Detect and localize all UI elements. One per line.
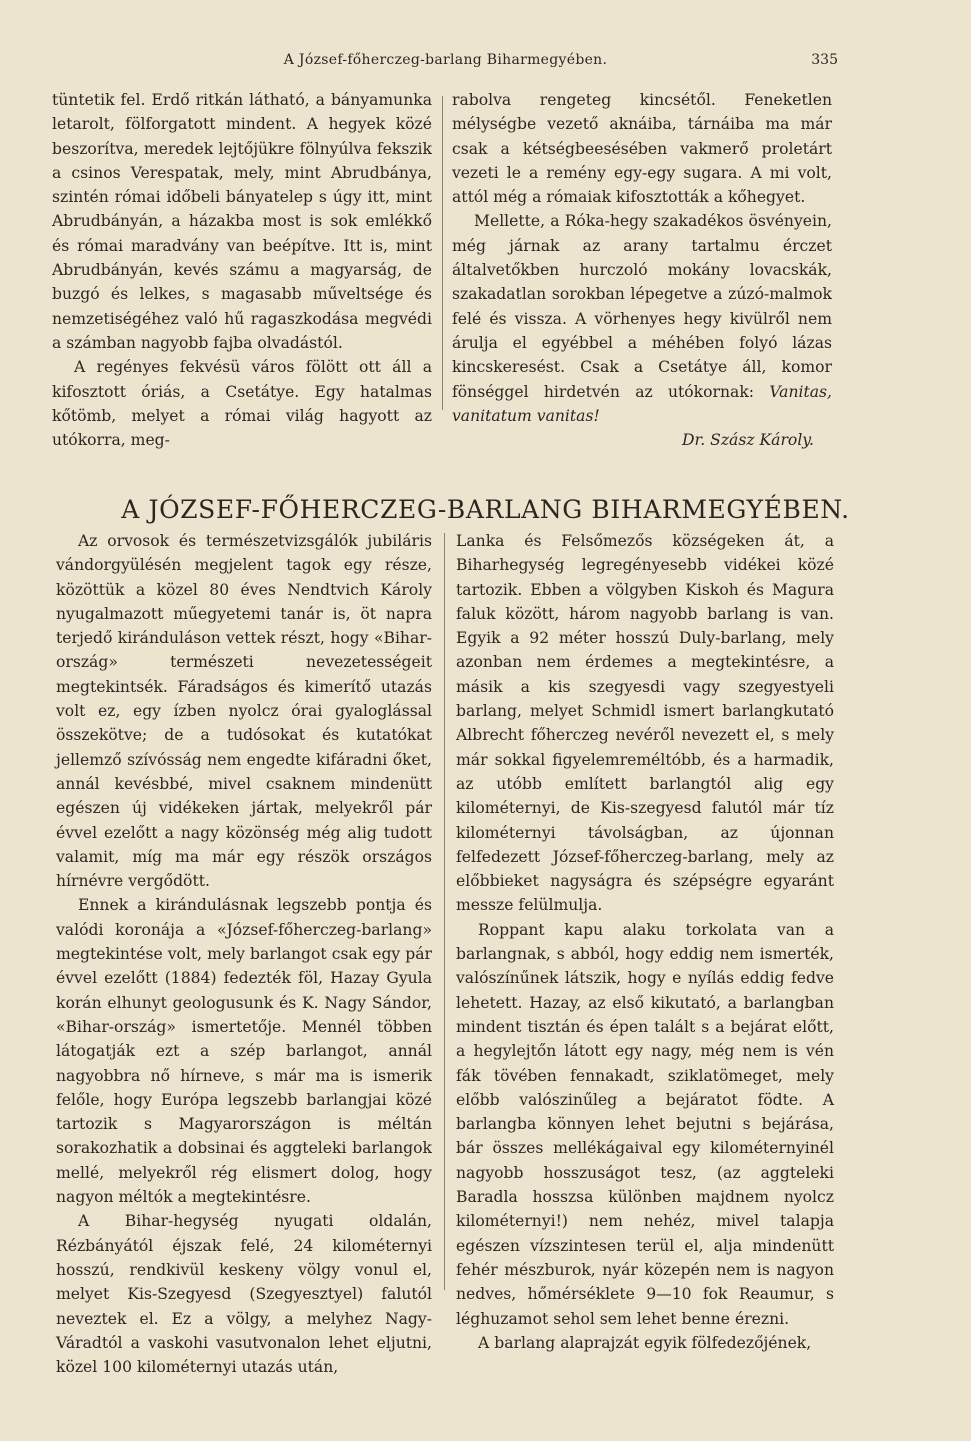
paragraph — [452, 209, 832, 428]
column-divider — [442, 96, 443, 410]
article-title: A JÓZSEF-FŐHERCZEG-BARLANG BIHARMEGYÉBEN. — [121, 494, 850, 524]
motto: Vanitas, vanitatum vanitas! — [452, 382, 832, 425]
paragraph: Roppant kapu alaku torkolata van a barlangnak, s abból, hogy eddig nem ismerték, valószínűnek látszik, hogy e nyílás eddig fedve lehetett. Hazay, az első kikutató, a barlangban mindent tisztán és épen talált s a bejárat előtt, a hegylejtőn látott egy nagy, még nem is vén fák tövében fennakadt, sziklatömeget, mely előbb valószinűleg a bejáratot födte. A barlangba könnyen lehet bejutni s bejárása, bár összes mellékágaival egy kilométernyinél nagyobb hosszuságot tesz, (az aggteleki Baradla hosszsa különben majdnem nyolcz kilométernyi!) nem nehéz, mivel talapja egészen vízszintesen terül el, alja mindenütt fehér mészburok, nyár közepén nem is nagyon nedves, hőmérséklete 9—10 fok Reaumur, s léghuzamot sehol sem lehet benne érezni. — [456, 920, 834, 1328]
paragraph: A barlang alaprajzát egyik fölfedezőjének, — [478, 1333, 812, 1352]
author-signature: Dr. Szász Károly. — [682, 431, 814, 450]
running-title: A József-főherczeg-barlang Biharmegyében. — [283, 52, 608, 68]
paragraph: Az orvosok és természetvizsgálók jubiláris vándorgyülésén megjelent tagok egy része, közöttük a közel 80 éves Nendtvich Károly nyugalmazott műegyetemi tanár is, öt napra terjedő kiránduláson vettek részt, hogy «Bihar-ország» természeti nevezetességeit megtekintsék. Fáradságos és kimerítő utazás volt ez, egy ízben nyolcz órai gyaloglással összekötve; de a tudósokat és kutatókat jellemző szívósság nem engedte kifáradni őket, annál kevésbbé, mivel csaknem mindenütt egészen új vidékeken jártak, melyekről pár évvel ezelőtt a nagy közönség még alig tudott valamit, míg ma már egy részök országos hírnévre vergődött. — [56, 532, 432, 891]
column-divider — [444, 533, 445, 1290]
paragraph: A regényes fekvésü város fölött ott áll a kifosztott óriás, a Csetátye. Egy hatalmas kőtömb, melyet a római világ hagyott az utókorra, meg- — [52, 358, 432, 450]
article-left-column — [56, 529, 432, 1379]
page-number: 335 — [811, 52, 838, 68]
paragraph: Ennek a kirándulásnak legszebb pontja és valódi koronája a «József-főherczeg-barlang» megtekintése volt, mely barlangot csak egy pár évvel ezelőtt (1884) fedezték föl, Hazay Gyula korán elhunyt geologusunk és K. Nagy Sándor, «Bihar-ország» ismertetője. Mennél többen látogatják ezt a szép barlangot, annál nagyobbra nő hírneve, s már ma is ismerik felőle, hogy Európa legszebb barlangjai közé tartozik s Magyarországon is méltán sorakozhatik a dobsinai és aggteleki barlangok mellé, melyekről rég elismert dolog, hogy nagyon méltók a megtekintésre. — [56, 896, 432, 1207]
paragraph-text: Mellette, a Róka-hegy szakadékos ösvényein, még járnak az arany tartalmu érczet általvetőkben hurczoló mokány lovacskák, szakadatlan sorokban lépegetve a zúzó-malmok felé és vissza. A vörhenyes hegy kivülről nem árulja el egyébbel a méhében folyó lázas kincskeresést. Csak a Csetátye áll, komor fönséggel hirdetvén az utókornak: — [452, 212, 832, 401]
article-right-column — [456, 529, 834, 1355]
paragraph: rabolva rengeteg kincsétől. Feneketlen mélységbe vezető aknáiba, tárnáiba ma már csak a kétségbeesésében vakmerő proletárt vezeti le a remény egy-egy sugara. A mi volt, attól még a rómaiak kifosztották a kőhegyet. — [452, 91, 832, 207]
paragraph: tüntetik fel. Erdő ritkán látható, a bányamunka letarolt, fölforgatott mindent. A hegyek közé beszorítva, meredek lejtőjükre fölnyúlva fekszik a csinos Verespatak, mely, mint Abrudbánya, szintén római időbeli bányatelep s úgy itt, mint Abrudbányán, a házakba most is sok emlékkő és római maradvány van beépítve. Itt is, mint Abrudbányán, kevés számu a magyarság, de buzgó és lelkes, s magasabb műveltsége és nemzetiségéhez való hű ragaszkodása megvédi a számban nagyobb fajba olvadástól. — [52, 91, 432, 352]
paragraph: A Bihar-hegység nyugati oldalán, Rézbányától éjszak felé, 24 kilométernyi hosszú, rendkivül keskeny völgy vonul el, melyet Kis-Szegyesd (Szegyesztyel) falutól neveztek el. Ez a völgy, a melyhez Nagy-Váradtól a vaskohi vasutvonalon lehet eljutni, közel 100 kilométernyi utazás után, — [56, 1212, 432, 1377]
previous-article-right-column — [452, 88, 832, 452]
previous-article-left-column — [52, 88, 432, 452]
paragraph: Lanka és Felsőmezős községeken át, a Biharhegység legregényesebb vidékei közé tartozik. Ebben a völgyben Kiskoh és Magura faluk között, három nagyobb barlang is van. Egyik a 92 méter hosszú Duly-barlang, mely azonban nem érdemes a megtekintésre, a másik a kis szegyesdi vagy szegyestyeli barlang, melyet Schmidl ismert barlangkutató Albrecht főherczeg nevéről nevezett el, s mely már sokkal figyelemreméltóbb, és a harmadik, az utóbb említett barlangtól alig egy kilométernyi, de Kis-szegyesd falutól már tíz kilométernyi távolságban, az újonnan felfedezett József-főherczeg-barlang, mely az előbbieket nagyságra és szépségre egyaránt messze felülmulja. — [456, 532, 834, 915]
